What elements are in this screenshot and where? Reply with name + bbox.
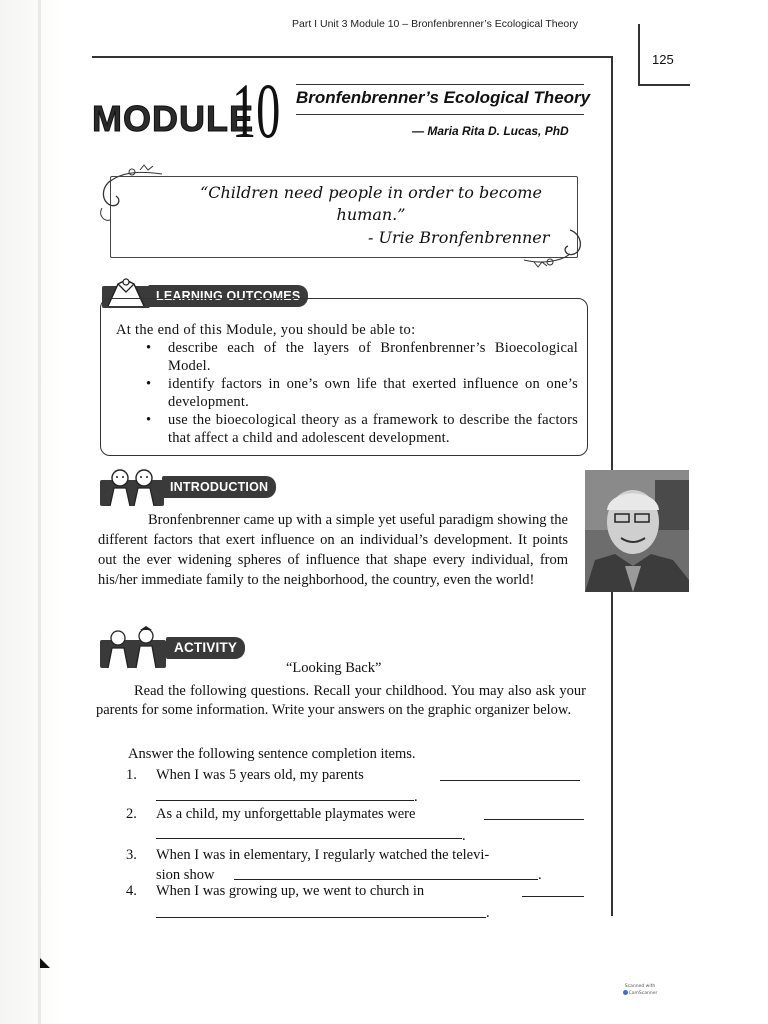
frame-top-rule — [92, 56, 612, 58]
title-rule-top — [296, 84, 584, 85]
answer-blank[interactable] — [522, 896, 584, 897]
camscanner-logo-icon — [623, 990, 628, 995]
page-binding-edge — [38, 0, 41, 1024]
learning-outcomes-intro: At the end of this Module, you should be able to: — [116, 322, 416, 338]
learning-outcomes-list — [146, 339, 578, 447]
people-talking-icon — [100, 466, 164, 508]
running-header — [292, 18, 578, 30]
flourish-right-icon — [520, 224, 590, 274]
activity-banner: ACTIVITY — [166, 637, 245, 659]
item-prompt-cont: sion show — [156, 867, 215, 883]
list-item: • use the bioecological theory as a framework to describe the factors that affect a child and adolescent development. — [146, 411, 578, 447]
item-end: . — [462, 828, 466, 844]
item-prompt: When I was 5 years old, my parents — [156, 767, 364, 783]
module-author: — Maria Rita D. Lucas, PhD — [412, 124, 569, 138]
completion-item-4 — [126, 881, 586, 921]
item-end: . — [414, 789, 418, 805]
scanner-line-2: CamScanner — [622, 990, 658, 997]
bronfenbrenner-photo — [585, 470, 689, 592]
item-prompt: As a child, my unforgettable playmates were — [156, 806, 416, 822]
answer-blank[interactable] — [440, 780, 580, 781]
answer-intro: Answer the following sentence completion items. — [128, 746, 416, 762]
introduction-banner: INTRODUCTION — [162, 476, 276, 498]
module-number: 10 — [232, 67, 281, 154]
answer-blank[interactable] — [234, 879, 538, 880]
learning-outcomes-banner: LEARNING OUTCOMES — [148, 285, 308, 307]
module-label: MODULE — [92, 98, 254, 139]
item-end: . — [538, 867, 542, 883]
answer-blank[interactable] — [156, 800, 414, 801]
scanner-watermark — [622, 984, 658, 1012]
list-item: • identify factors in one’s own life that exerted influence on one’s development. — [146, 375, 578, 411]
quote-text: “Children need people in order to become human.” — [200, 183, 542, 224]
activity-figures-icon — [100, 626, 166, 670]
item-number: 4. — [126, 883, 137, 899]
page-corner-mark — [40, 958, 50, 968]
title-rule-bottom — [296, 114, 584, 115]
answer-blank[interactable] — [484, 819, 584, 820]
completion-item-2 — [126, 804, 586, 844]
item-number: 2. — [126, 806, 137, 822]
answer-blank[interactable] — [156, 838, 462, 839]
item-prompt: When I was in elementary, I regularly watched the televi- — [156, 847, 490, 863]
item-prompt: When I was growing up, we went to church in — [156, 883, 425, 899]
introduction-paragraph: Bronfenbrenner came up with a simple yet useful paradigm showing the different factors that exert influence on an individual’s development. It points out the ever widening spheres of influence that shape every individual, from his/her immediate family to the neighborhood, the country, even the world! — [98, 512, 568, 588]
running-title: Part I Unit 3 Module 10 – Bronfenbrenner’s Ecological Theory — [292, 18, 578, 30]
item-number: 1. — [126, 767, 137, 783]
completion-item-3 — [126, 845, 586, 885]
item-end: . — [486, 905, 490, 921]
item-number: 3. — [126, 847, 137, 863]
completion-item-1 — [126, 765, 586, 805]
scanner-line-1: Scanned with — [624, 984, 656, 989]
quote-author: - Urie Bronfenbrenner — [368, 228, 550, 247]
activity-instructions: Read the following questions. Recall your childhood. You may also ask your parents for some information. Write your answers on the graphic organizer below. — [96, 683, 586, 718]
activity-title: “Looking Back” — [286, 660, 382, 676]
page-number: 125 — [652, 52, 674, 67]
list-item: • describe each of the layers of Bronfenbrenner’s Bioecological Model. — [146, 339, 578, 375]
module-title: Bronfenbrenner’s Ecological Theory — [296, 88, 591, 107]
answer-blank[interactable] — [156, 917, 486, 918]
